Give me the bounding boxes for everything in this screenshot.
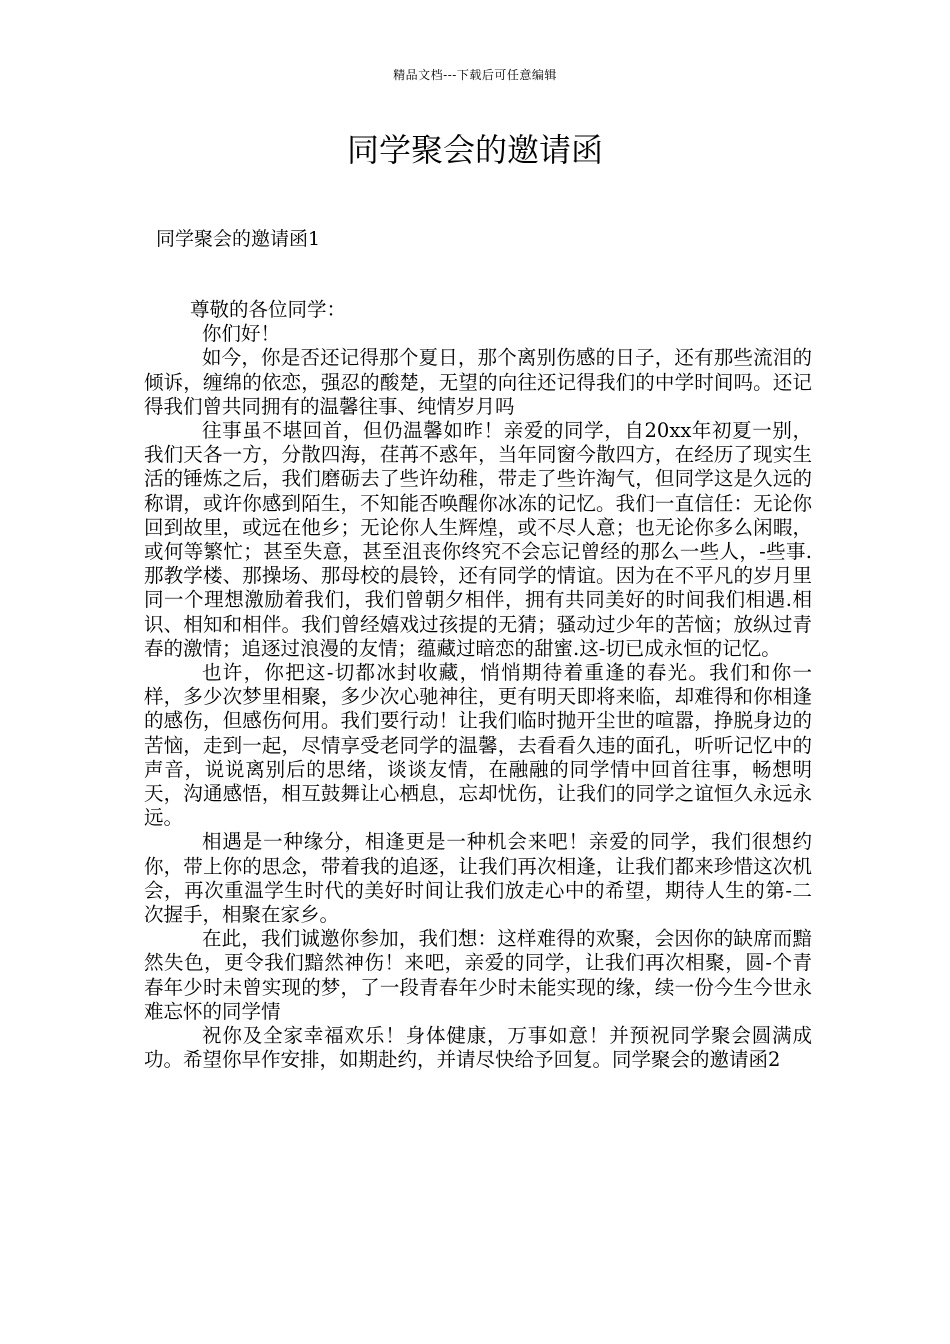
section-heading: 同学聚会的邀请函1 bbox=[156, 228, 321, 250]
paragraph-reunion-hope: 也许，你把这-切都冰封收藏，悄悄期待着重逢的春光。我们和你一样，多少次梦里相聚，多少次心驰神往，更有明天即将来临，却难得和你相逢的感伤，但感伤何用。我们要行动！让我们临时抛开尘世的喧嚣，挣脱身边的苦恼，走到一起，尽情享受老同学的温馨，去看看久违的面孔，听听记忆中的声音，说说离别后的思绪，谈谈友情，在融融的同学情中回首往事，畅想明天，沟通感悟，相互鼓舞让心栖息，忘却忧伤，让我们的同学之谊恒久永远永远。 bbox=[144, 661, 812, 830]
page-header-note: 精品文档---下载后可任意编辑 bbox=[393, 68, 557, 82]
paragraph-fate: 相遇是一种缘分，相逢更是一种机会来吧！亲爱的同学，我们很想约你，带上你的思念，带着我的追逐，让我们再次相逢，让我们都来珍惜这次机会，再次重温学生时代的美好时间让我们放走心中的希望，期待人生的第-二次握手，相聚在家乡。 bbox=[144, 830, 812, 927]
greeting: 你们好！ bbox=[202, 322, 281, 346]
letter-body bbox=[144, 298, 812, 1073]
document-title: 同学聚会的邀请函 bbox=[346, 131, 603, 169]
paragraph-closing: 祝你及全家幸福欢乐！身体健康，万事如意！并预祝同学聚会圆满成功。希望你早作安排，如期赴约，并请尽快给予回复。同学聚会的邀请函2 bbox=[144, 1024, 812, 1072]
paragraph-past: 往事虽不堪回首，但仍温馨如昨！亲爱的同学，自20xx年初夏一别，我们天各一方，分散四海，荏苒不惑年，当年同窗今散四方，在经历了现实生活的锤炼之后，我们磨砺去了些许幼稚，带走了些许淘气，但同学这是久远的称谓，或许你感到陌生，不知能否唤醒你冰冻的记忆。我们一直信任：无论你回到故里，或远在他乡；无论你人生辉煌，或不尽人意；也无论你多么闲暇，或何等繁忙；甚至失意，甚至沮丧你终究不会忘记曾经的那么一些人，-些事.那教学楼、那操场、那母校的晨铃，还有同学的情谊。因为在不平凡的岁月里同一个理想激励着我们，我们曾朝夕相伴，拥有共同美好的时间我们相遇.相识、相知和相伴。我们曾经嬉戏过孩提的无猜；骚动过少年的苦恼；放纵过青春的激情；追逐过浪漫的友情；蕴藏过暗恋的甜蜜.这-切已成永恒的记忆。 bbox=[144, 419, 812, 660]
paragraph-invitation: 在此，我们诚邀你参加，我们想：这样难得的欢聚，会因你的缺席而黯然失色，更令我们黯然神伤！来吧，亲爱的同学，让我们再次相聚，圆-个青春年少时未曾实现的梦，了一段青春年少时未能实现的缘，续一份今生今世永难忘怀的同学情 bbox=[144, 927, 812, 1023]
salutation: 尊敬的各位同学： bbox=[190, 298, 347, 321]
paragraph-memories: 如今，你是否还记得那个夏日，那个离别伤感的日子，还有那些流泪的倾诉，缠绵的依恋，强忍的酸楚，无望的向往还记得我们的中学时间吗。还记得我们曾共同拥有的温馨往事、纯情岁月吗 bbox=[144, 346, 812, 418]
